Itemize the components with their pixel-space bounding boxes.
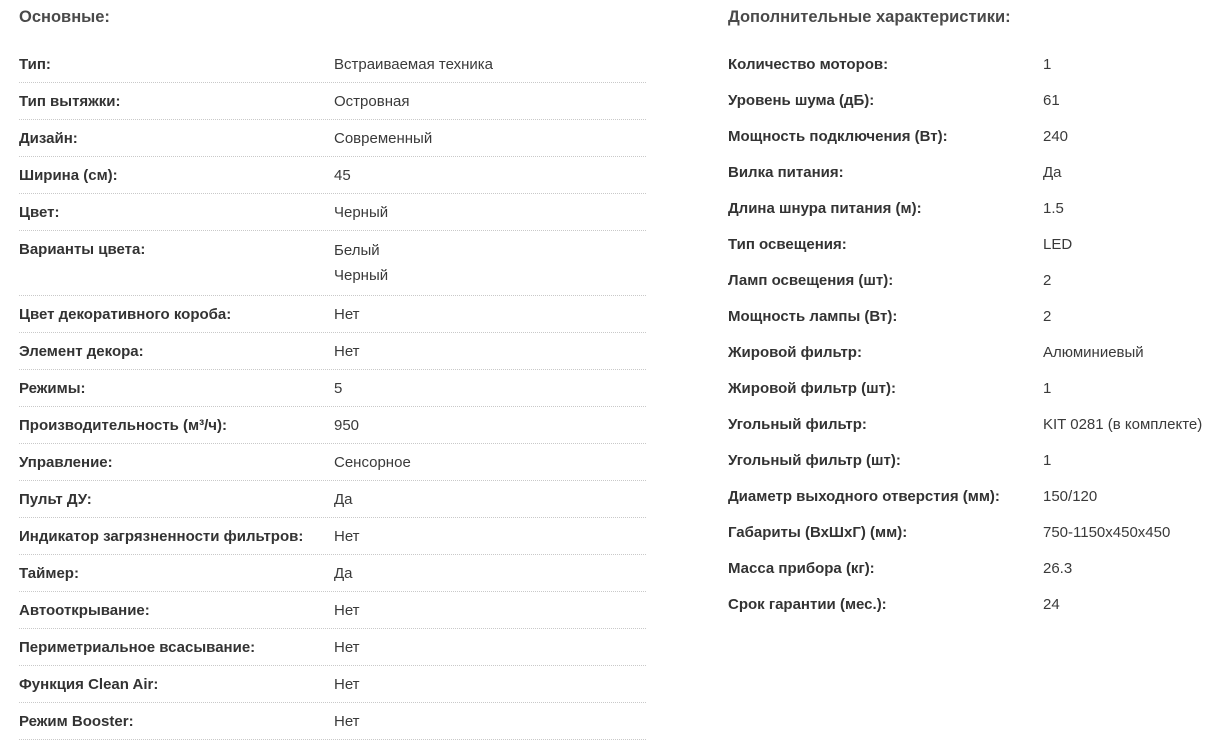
spec-value: Да [334, 490, 353, 508]
spec-row [728, 118, 1214, 154]
spec-label: Тип освещения: [728, 236, 847, 253]
main-specs-list [19, 46, 646, 740]
spec-value: 750-1150x450x450 [1043, 524, 1171, 541]
spec-row [19, 120, 646, 157]
spec-label: Функция Clean Air: [19, 675, 159, 693]
spec-row [19, 666, 646, 703]
spec-value: 45 [334, 167, 351, 184]
spec-label: Таймер: [19, 564, 79, 582]
spec-row [19, 518, 646, 555]
spec-value: Сенсорное [334, 453, 411, 471]
spec-value: KIT 0281 (в комплекте) [1043, 416, 1203, 433]
spec-row [19, 629, 646, 666]
spec-value: Да [1043, 164, 1062, 181]
spec-label: Индикатор загрязненности фильтров: [19, 527, 304, 545]
spec-value: Современный [334, 130, 433, 147]
spec-row [19, 592, 646, 629]
spec-row [19, 296, 646, 333]
spec-value [334, 240, 388, 288]
spec-row [19, 83, 646, 120]
spec-value: Нет [334, 342, 360, 360]
spec-row [728, 154, 1214, 190]
spec-row [728, 334, 1214, 370]
spec-value: Нет [334, 527, 360, 545]
main-specs-title: Основные: [19, 8, 110, 26]
spec-label: Пульт ДУ: [19, 490, 92, 508]
spec-label: Управление: [19, 453, 113, 471]
spec-value: 2 [1043, 308, 1052, 325]
spec-row [728, 370, 1214, 406]
spec-value: 5 [334, 379, 343, 397]
spec-row [728, 442, 1214, 478]
spec-label: Ламп освещения (шт): [728, 272, 894, 289]
spec-row [19, 407, 646, 444]
spec-value: 950 [334, 416, 360, 434]
spec-value: Нет [334, 675, 360, 693]
extra-specs-section [728, 0, 1214, 622]
spec-value: 2 [1043, 272, 1052, 289]
spec-label: Дизайн: [19, 130, 78, 147]
spec-value: 26.3 [1043, 560, 1073, 577]
spec-label: Режимы: [19, 379, 86, 397]
spec-value: 1 [1043, 452, 1052, 469]
extra-specs-list [728, 46, 1214, 622]
spec-value: Встраиваемая техника [334, 56, 493, 73]
spec-row [728, 514, 1214, 550]
spec-label: Мощность подключения (Вт): [728, 128, 948, 145]
spec-label: Тип вытяжки: [19, 93, 121, 110]
spec-value: Нет [334, 638, 360, 656]
spec-row [19, 444, 646, 481]
extra-specs-title: Дополнительные характеристики: [728, 8, 1011, 26]
spec-label: Элемент декора: [19, 342, 144, 360]
spec-label: Жировой фильтр: [728, 344, 862, 361]
spec-value: Нет [334, 712, 360, 730]
spec-value: LED [1043, 236, 1073, 253]
spec-row [19, 231, 646, 296]
spec-label: Производительность (м³/ч): [19, 416, 228, 434]
spec-label: Длина шнура питания (м): [728, 200, 922, 217]
spec-value: Да [334, 564, 353, 582]
spec-row [19, 46, 646, 83]
spec-label: Угольный фильтр (шт): [728, 452, 901, 469]
spec-label: Диаметр выходного отверстия (мм): [728, 488, 1000, 505]
spec-value: 1 [1043, 380, 1052, 397]
spec-label: Ширина (см): [19, 167, 118, 184]
spec-value-item: Белый [334, 241, 380, 259]
main-specs-section [19, 0, 646, 740]
spec-label: Жировой фильтр (шт): [728, 380, 896, 397]
spec-value: 1.5 [1043, 200, 1064, 217]
spec-row [728, 478, 1214, 514]
spec-label: Цвет декоративного короба: [19, 305, 232, 323]
spec-label: Масса прибора (кг): [728, 560, 875, 577]
spec-row [728, 226, 1214, 262]
spec-label: Автооткрывание: [19, 601, 150, 619]
spec-label: Вилка питания: [728, 164, 844, 181]
spec-row [728, 46, 1214, 82]
spec-row [19, 703, 646, 740]
spec-label: Количество моторов: [728, 56, 889, 73]
spec-row [19, 481, 646, 518]
spec-row [728, 406, 1214, 442]
spec-row [728, 190, 1214, 226]
spec-label: Варианты цвета: [19, 241, 146, 258]
spec-row [728, 82, 1214, 118]
spec-value-item: Черный [334, 266, 389, 284]
spec-label: Угольный фильтр: [728, 416, 867, 433]
spec-row [19, 157, 646, 194]
spec-label: Срок гарантии (мес.): [728, 596, 887, 613]
spec-row [19, 333, 646, 370]
spec-value: 61 [1043, 92, 1060, 109]
spec-row [19, 194, 646, 231]
spec-value: 150/120 [1043, 488, 1098, 505]
spec-value: Нет [334, 601, 360, 619]
spec-label: Уровень шума (дБ): [728, 92, 875, 109]
spec-value: Алюминиевый [1043, 344, 1144, 361]
spec-row [19, 370, 646, 407]
spec-value: 240 [1043, 128, 1069, 145]
spec-label: Периметриальное всасывание: [19, 638, 256, 656]
spec-row [728, 586, 1214, 622]
spec-row [19, 555, 646, 592]
spec-value: 24 [1043, 596, 1060, 613]
spec-label: Габариты (ВхШхГ) (мм): [728, 524, 908, 541]
spec-value: Нет [334, 305, 360, 323]
spec-value: Черный [334, 204, 389, 221]
spec-label: Тип: [19, 56, 51, 73]
spec-row [728, 298, 1214, 334]
spec-row [728, 262, 1214, 298]
spec-label: Цвет: [19, 204, 60, 221]
spec-label: Мощность лампы (Вт): [728, 308, 898, 325]
spec-row [728, 550, 1214, 586]
spec-value: 1 [1043, 56, 1052, 73]
spec-value: Островная [334, 93, 410, 110]
spec-label: Режим Booster: [19, 712, 134, 730]
